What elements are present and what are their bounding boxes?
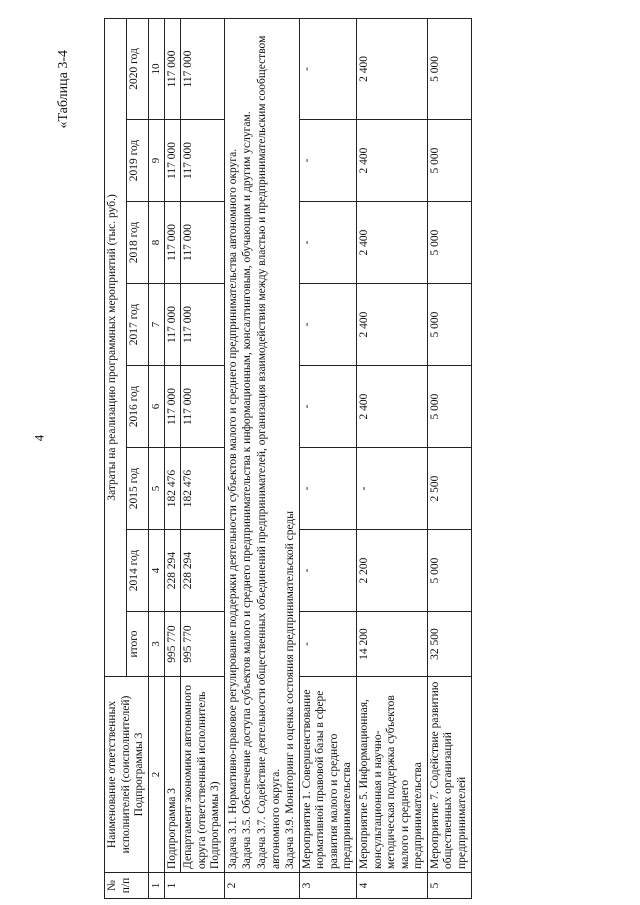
index-cell: 6 [148, 366, 164, 448]
task-line: Задача 3.5. Обеспечение доступа субъектов малого и среднего предпринимательства к информационным, консалтинговым, обучающим и другим услугам. [241, 111, 254, 869]
task-line: Задача 3.1. Нормативно-правовое регулирование поддержки деятельности субъектов малого и среднего предпринимательства автономного округа. [226, 148, 239, 869]
value-cell: 2 500 [427, 448, 471, 530]
table-row [427, 18, 471, 898]
header-year: 2014 год [126, 530, 148, 612]
index-cell: 8 [148, 202, 164, 284]
value-cell: 5 000 [427, 202, 471, 284]
costs-table [104, 18, 472, 899]
row-name: Мероприятие 1. Совершенствование нормативной правовой базы в сфере развития малого и среднего предпринимательства [299, 677, 356, 873]
row-number: 2 [224, 873, 299, 899]
table-row [299, 18, 356, 898]
index-cell: 2 [148, 677, 164, 873]
header-year: 2020 год [126, 18, 148, 119]
value-cell: 5 000 [427, 120, 471, 202]
header-year: 2016 год [126, 366, 148, 448]
value-cell: 117 000 [164, 284, 181, 366]
row-name: Мероприятие 7. Содействие развитию общественных организаций предпринимателей [427, 677, 471, 873]
header-row [105, 18, 127, 898]
table-row [181, 18, 225, 898]
value-cell: 5 000 [427, 18, 471, 119]
row-name: Подпрограмма 3 [164, 677, 181, 873]
value-cell: - [299, 612, 356, 677]
value-cell: 2 400 [357, 18, 428, 119]
index-row [148, 18, 164, 898]
value-cell: 5 000 [427, 530, 471, 612]
index-cell: 4 [148, 530, 164, 612]
table-label: «Таблица 3-4 [56, 50, 71, 129]
value-cell: 117 000 [181, 120, 225, 202]
value-cell: 182 476 [164, 448, 181, 530]
value-cell: 117 000 [181, 202, 225, 284]
value-cell: 228 294 [164, 530, 181, 612]
value-cell: - [299, 530, 356, 612]
value-cell: 117 000 [181, 18, 225, 119]
value-cell: 117 000 [181, 366, 225, 448]
index-cell: 5 [148, 448, 164, 530]
value-cell: - [299, 448, 356, 530]
value-cell: - [299, 284, 356, 366]
value-cell: 32 500 [427, 612, 471, 677]
row-number: 3 [299, 873, 356, 899]
table-row [164, 18, 181, 898]
value-cell: - [299, 120, 356, 202]
index-cell: 10 [148, 18, 164, 119]
header-year: 2015 год [126, 448, 148, 530]
header-total: итого [126, 612, 148, 677]
value-cell: 117 000 [164, 202, 181, 284]
page-number: 4 [31, 434, 47, 442]
value-cell: 117 000 [181, 284, 225, 366]
index-cell: 7 [148, 284, 164, 366]
value-cell: 117 000 [164, 120, 181, 202]
task-line: Задача 3.9. Мониторинг и оценка состояния предпринимательской среды [284, 511, 297, 869]
value-cell: 117 000 [164, 18, 181, 119]
value-cell: 182 476 [181, 448, 225, 530]
header-no: № п/п [105, 873, 149, 899]
value-cell: 2 400 [357, 366, 428, 448]
header-year: 2019 год [126, 120, 148, 202]
value-cell: - [299, 366, 356, 448]
row-number: 4 [357, 873, 428, 899]
value-cell: 2 200 [357, 530, 428, 612]
index-cell: 3 [148, 612, 164, 677]
value-cell: 5 000 [427, 284, 471, 366]
row-number: 1 [164, 873, 224, 899]
table-row [357, 18, 428, 898]
task-line: Задача 3.7. Содействие деятельности общественных объединений предпринимателей, организация взаимодействия между властью и предпринимательским сообществом автономного округа. [255, 35, 283, 869]
value-cell: 2 400 [357, 284, 428, 366]
value-cell: 995 770 [181, 612, 225, 677]
value-cell: 2 400 [357, 120, 428, 202]
header-costs: Затраты на реализацию программных мероприятий (тыс. руб.) [105, 18, 127, 676]
row-name: Департамент экономики автономного округа (ответственный исполнитель Подпрограммы 3) [181, 677, 225, 873]
value-cell: 5 000 [427, 366, 471, 448]
value-cell: - [357, 448, 428, 530]
tasks-row [224, 18, 299, 898]
header-year: 2018 год [126, 202, 148, 284]
value-cell: 995 770 [164, 612, 181, 677]
index-cell: 9 [148, 120, 164, 202]
header-year: 2017 год [126, 284, 148, 366]
value-cell: 2 400 [357, 202, 428, 284]
index-cell: 1 [148, 873, 164, 899]
value-cell: 228 294 [181, 530, 225, 612]
value-cell: 117 000 [164, 366, 181, 448]
header-name: Наименование ответственных исполнителей (соисполнителей) Подпрограммы 3 [105, 677, 149, 873]
tasks-cell [224, 18, 299, 872]
value-cell: - [299, 18, 356, 119]
row-name: Мероприятие 5. Информационная, консультационная и научно-методическая поддержка субъектов малого и среднего предпринимательства [357, 677, 428, 873]
row-number: 5 [427, 873, 471, 899]
value-cell: 14 200 [357, 612, 428, 677]
value-cell: - [299, 202, 356, 284]
